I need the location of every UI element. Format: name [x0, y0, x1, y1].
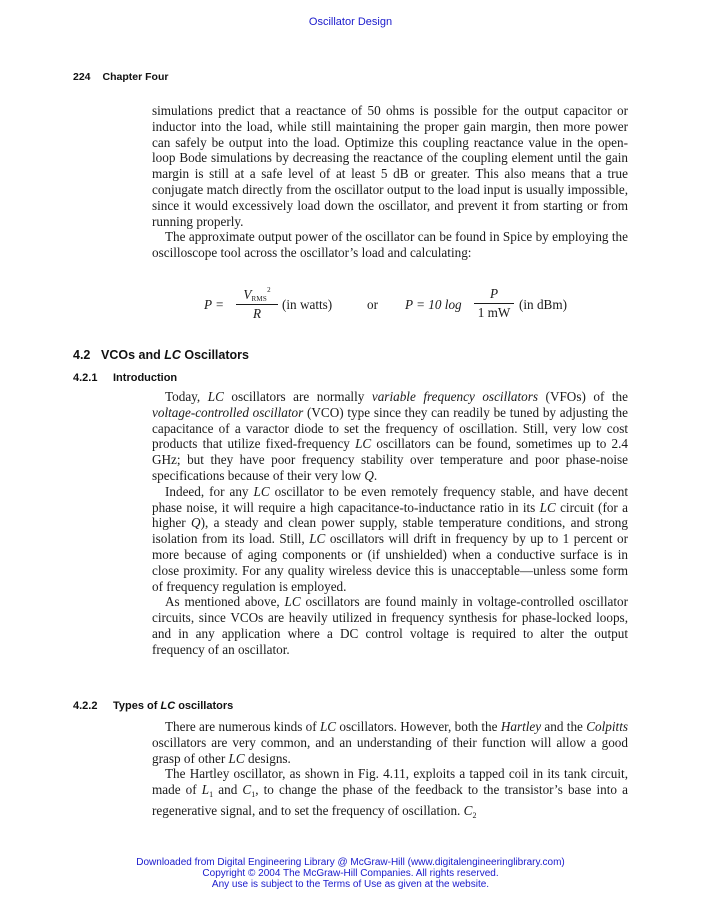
paragraph: simulations predict that a reactance of 50 ohms is possible for the output capacitor or inductor into the load, while still maintaining the proper gain margin, then more power can safely be output into the load. Optimize this coupling reactance value in the open-loop Bode simulations by decreasing the reactance of the coupling element until the gain margin is still at a safe level of at least 5 dB or greater. This also means that a true conjugate match directly from the oscillator output to the load input is usually impossible, since it would excessively load down the oscillator, and prevent it from starting or from running properly. [152, 103, 628, 229]
eq-fraction-mw: $\frac{P}{1 mW}$ [474, 286, 514, 321]
body-text-block-2 [152, 389, 628, 658]
paragraph: As mentioned above, LC oscillators are found mainly in voltage-controlled oscillator circuits, since VCOs are heavily utilized in frequency synthesis for phase-locked loops, and in any application where a DC control voltage is required to alter the output frequency of an oscillator. [152, 594, 629, 657]
footer-download-link[interactable]: Downloaded from Digital Engineering Library @ McGraw-Hill (www.digitalengineeringlibrary.com) [136, 857, 565, 868]
body-text-block-1 [152, 103, 628, 261]
section-heading-4-2: 4.2 VCOs and LC Oscillators [73, 348, 249, 362]
running-head [73, 71, 168, 83]
subsection-heading-4-2-2: 4.2.2 Types of LC oscillators [73, 700, 234, 712]
body-text-block-3 [152, 719, 628, 824]
eq-watts-label: (in watts) [282, 297, 333, 312]
paragraph: The Hartley oscillator, as shown in Fig. 4.11, exploits a tapped coil in its tank circuit, made of $L_1$ and $C_1$, to change the phase of the feedback to the transistor’s base into a regenerative signal, and to set the frequency of oscillation. $C_2$ [152, 766, 628, 820]
paragraph: Indeed, for any LC oscillator to be even remotely frequency stable, and have decent phase noise, it will require a high capacitance-to-inductance ratio in its LC circuit (for a higher Q), a steady and clean power supply, stable temperature conditions, and strong isolation from its load. Still, LC oscillators will drift in frequency by up to 1 percent or more because of aging components or (if unshielded) when a conductive surface is in close proximity. For any quality wireless device this is unacceptable—unless some form of frequency regulation is employed. [152, 483, 629, 594]
eq-p-left: P = [204, 297, 225, 312]
subsection-heading-4-2-1: 4.2.1 Introduction [73, 372, 178, 384]
footer [0, 857, 701, 890]
paragraph: The approximate output power of the oscillator can be found in Spice by employing the oscilloscope tool across the oscillator’s load and calculating: [152, 229, 628, 261]
page-number: 224 [73, 71, 91, 83]
paragraph: Today, LC oscillators are normally variable frequency oscillators (VFOs) of the voltage-controlled oscillator (VCO) type since they can readily be tuned by adjusting the capacitance of a varactor diode to set the frequency of oscillation. Still, very low cost products that utilize fixed-frequency LC oscillators can be found, sometimes up to 2.4 GHz; but they have poor frequency stability over temperature and poor phase-noise specifications because of their very low Q. [152, 389, 628, 483]
eq-or: or [367, 297, 378, 312]
footer-terms-link[interactable]: Any use is subject to the Terms of Use as given at the website. [211, 879, 490, 890]
source-title-link[interactable]: Oscillator Design [308, 16, 393, 28]
paragraph: There are numerous kinds of LC oscillators. However, both the Hartley and the Colpitts oscillators are very common, and an understanding of their function will allow a good grasp of other LC designs. [152, 719, 628, 766]
eq-fraction-vrms: $V_{RMS}^2$ R [236, 286, 278, 322]
footer-copyright: Copyright © 2004 The McGraw-Hill Companies. All rights reserved. [202, 868, 499, 879]
chapter-label: Chapter Four [102, 71, 169, 83]
power-equation [204, 286, 604, 324]
eq-p-right: P = 10 log [405, 297, 462, 312]
eq-dbm-label: (in dBm) [519, 297, 567, 312]
